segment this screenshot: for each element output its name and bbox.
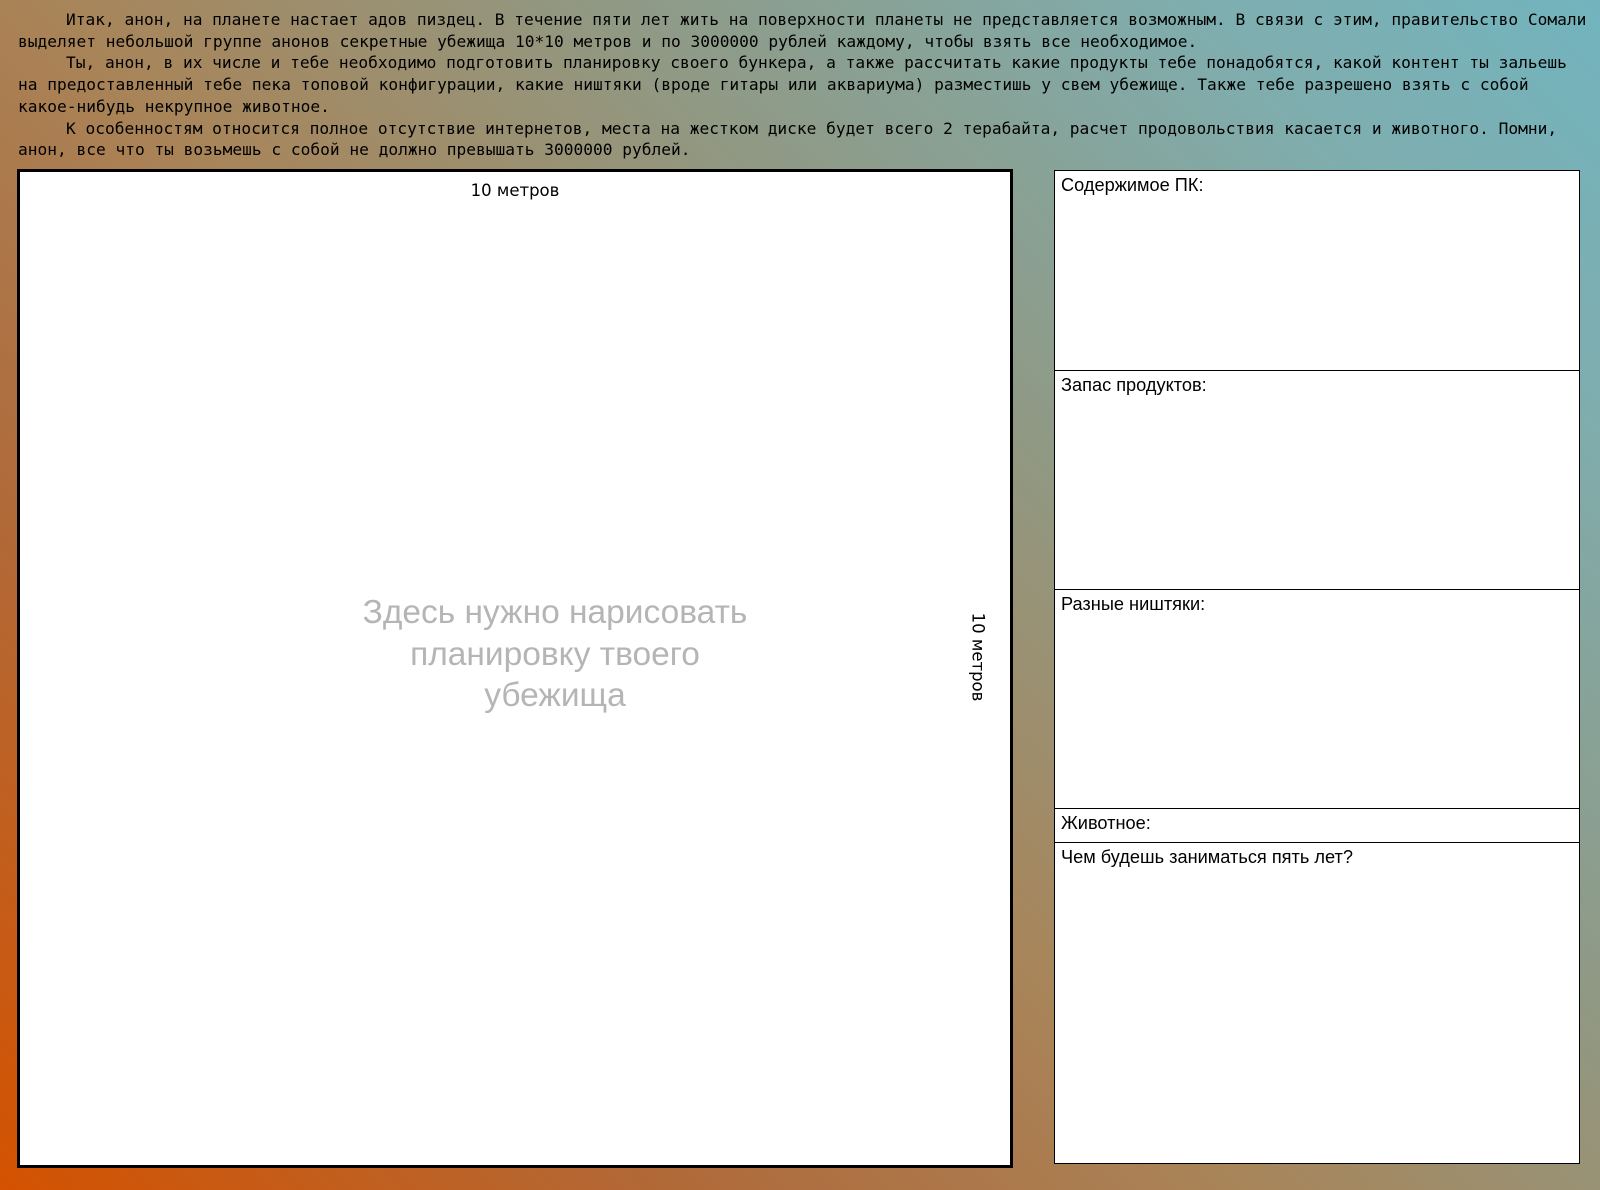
questionnaire-panel bbox=[1054, 170, 1580, 1164]
five-years-field[interactable] bbox=[1055, 843, 1579, 1163]
animal-field[interactable] bbox=[1055, 809, 1579, 843]
intro-paragraph-2: Ты, анон, в их числе и тебе необходимо подготовить планировку своего бункера, а также рассчитать какие продукты тебе понадобятся, какой контент ты зальешь на предоставленный тебе пека топовой конфигурации, какие ништяки (вроде гитары или аквариума) разместишь у свем убежище. Также тебе разрешено взять с собой какое-нибудь некрупное животное. bbox=[18, 53, 1567, 116]
pc-contents-label: Содержимое ПК: bbox=[1061, 175, 1204, 195]
food-supply-field[interactable] bbox=[1055, 371, 1579, 590]
misc-stuff-field[interactable] bbox=[1055, 590, 1579, 809]
intro-paragraph-3: К особенностям относится полное отсутствие интернетов, места на жестком диске будет всего 2 терабайта, расчет продовольствия касается и животного. Помни, анон, все что ты возьмешь с собой не должно превышать 3000000 рублей. bbox=[18, 118, 1558, 160]
plan-width-label: 10 метров bbox=[470, 181, 560, 200]
plan-placeholder-line-2: планировку твоего bbox=[410, 635, 700, 673]
pc-contents-field[interactable] bbox=[1055, 171, 1579, 371]
plan-placeholder-line-1: Здесь нужно нарисовать bbox=[362, 594, 748, 631]
plan-placeholder bbox=[290, 592, 820, 717]
five-years-label: Чем будешь заниматься пять лет? bbox=[1061, 847, 1353, 867]
plan-height-label: 10 метров bbox=[968, 612, 988, 702]
animal-label: Животное: bbox=[1061, 813, 1151, 833]
bunker-plan-area[interactable] bbox=[17, 169, 1013, 1168]
misc-stuff-label: Разные ништяки: bbox=[1061, 594, 1206, 614]
intro-text bbox=[18, 9, 1590, 161]
plan-placeholder-line-3: убежища bbox=[484, 677, 626, 714]
intro-paragraph-1: Итак, анон, на планете настает адов пиздец. В течение пяти лет жить на поверхности планеты не представляется возможным. В связи с этим, правительство Сомали выделяет небольшой группе анонов секретные убежища 10*10 метров и по 3000000 рублей каждому, чтобы взять все необходимое. bbox=[18, 10, 1587, 51]
food-supply-label: Запас продуктов: bbox=[1061, 375, 1207, 395]
